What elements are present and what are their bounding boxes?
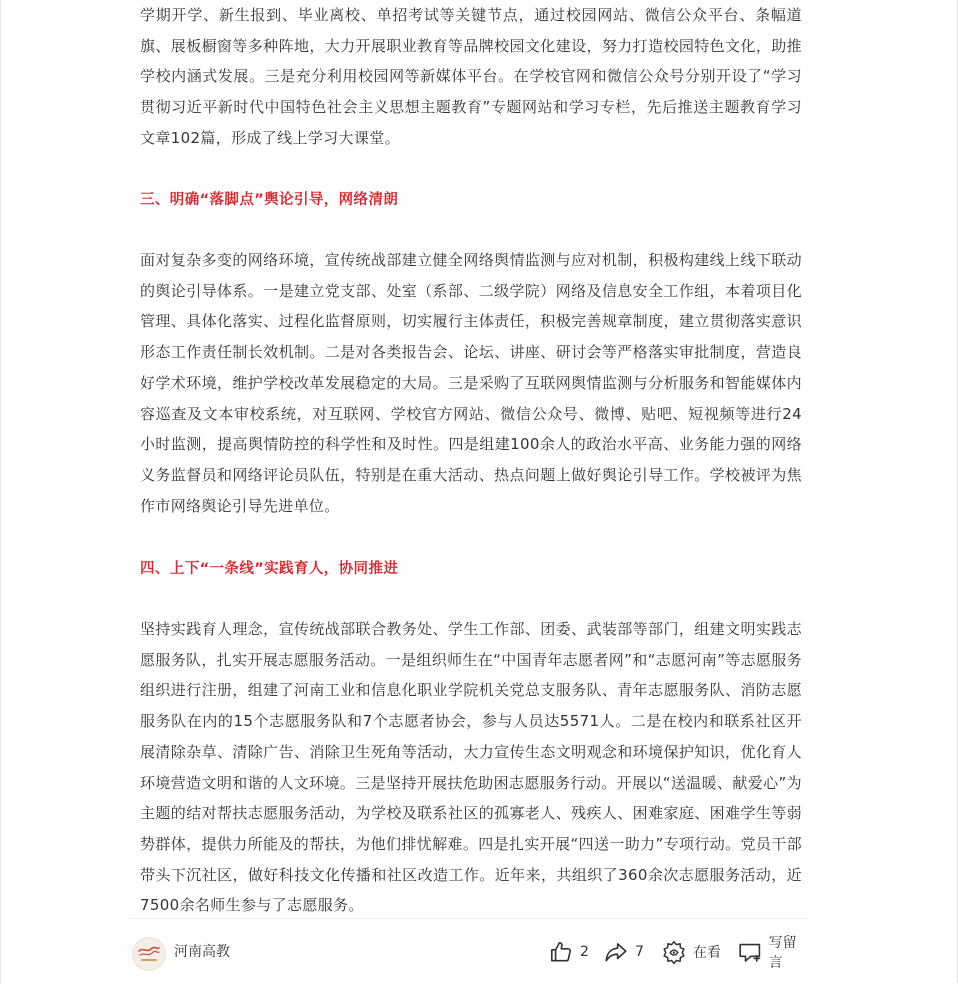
- share-count: 7: [635, 944, 644, 960]
- wow-icon: [661, 939, 687, 965]
- comment-icon: [737, 939, 763, 965]
- section-heading-3: 三、明确“落脚点”舆论引导，网络清朗: [140, 192, 399, 208]
- article-paragraph-1: 学期开学、新生报到、毕业离校、单招考试等关键节点，通过校园网站、微信公众平台、条幅道旗、展板橱窗等多种阵地，大力开展职业教育等品牌校园文化建设，努力打造校园特色文化，助推学校内涵式发展。三是充分利用校园网等新媒体平台。在学校官网和微信公众号分别开设了“学习贯彻习近平新时代中国特色社会主义思想主题教育”专题网站和学习专栏，先后推送主题教育学习文章102篇，形成了线上学习大课堂。: [140, 6, 802, 147]
- account-avatar[interactable]: [132, 937, 166, 971]
- wow-button[interactable]: [661, 937, 721, 967]
- left-edge: [0, 0, 1, 983]
- share-icon: [603, 939, 629, 965]
- article-paragraph-3: 坚持实践育人理念，宣传统战部联合教务处、学生工作部、团委、武装部等部门，组建文明实践志愿服务队，扎实开展志愿服务活动。一是组织师生在“中国青年志愿者网”和“志愿河南”等志愿服务组织进行注册，组建了河南工业和信息化职业学院机关党总支服务队、青年志愿服务队、消防志愿服务队在内的15个志愿服务队和7个志愿者协会，参与人员达5571人。二是在校内和联系社区开展清除杂草、清除广告、消除卫生死角等活动，大力宣传生态文明观念和环境保护知识，优化育人环境营造文明和谐的人文环境。三是坚持开展扶危助困志愿服务行动。开展以“送温暖、献爱心”为主题的结对帮扶志愿服务活动，为学校及联系社区的孤寡老人、残疾人、困难家庭、困难学生等弱势群体，提供力所能及的帮扶，为他们排忧解难。四是扎实开展“四送一助力”专项行动。党员干部带头下沉社区，做好科技文化传播和社区改造工作。近年来，共组织了360余次志愿服务活动，近7500余名师生参与了志愿服务。: [140, 620, 802, 915]
- article-paragraph-2: 面对复杂多变的网络环境，宣传统战部建立健全网络舆情监测与应对机制，积极构建线上线下联动的舆论引导体系。一是建立党支部、处室（系部、二级学院）网络及信息安全工作组，本着项目化管理、具体化落实、过程化监督原则，切实履行主体责任，积极完善规章制度，建立贯彻落实意识形态工作责任制长效机制。二是对各类报告会、论坛、讲座、研讨会等严格落实审批制度，营造良好学术环境，维护学校改革发展稳定的大局。三是采购了互联网舆情监测与分析服务和智能媒体内容巡查及文本审校系统，对互联网、学校官方网站、微信公众号、微博、贴吧、短视频等进行24小时监测，提高舆情防控的科学性和及时性。四是组建100余人的政治水平高、业务能力强的网络义务监督员和网络评论员队伍，特别是在重大活动、热点问题上做好舆论引导工作。学校被评为焦作市网络舆论引导先进单位。: [140, 251, 802, 515]
- section-heading-4: 四、上下“一条线”实践育人，协同推进: [140, 561, 399, 577]
- write-comment-label: 写留言: [768, 935, 797, 971]
- wow-label: 在看: [693, 945, 721, 961]
- write-comment-button[interactable]: [737, 935, 810, 971]
- bottom-toolbar: [130, 918, 810, 984]
- like-count: 2: [580, 944, 589, 960]
- share-button[interactable]: [603, 937, 644, 967]
- account-logo-icon: [133, 938, 165, 970]
- account-name[interactable]: 河南高教: [174, 944, 230, 960]
- thumbs-up-icon: [548, 939, 574, 965]
- like-button[interactable]: [548, 937, 589, 967]
